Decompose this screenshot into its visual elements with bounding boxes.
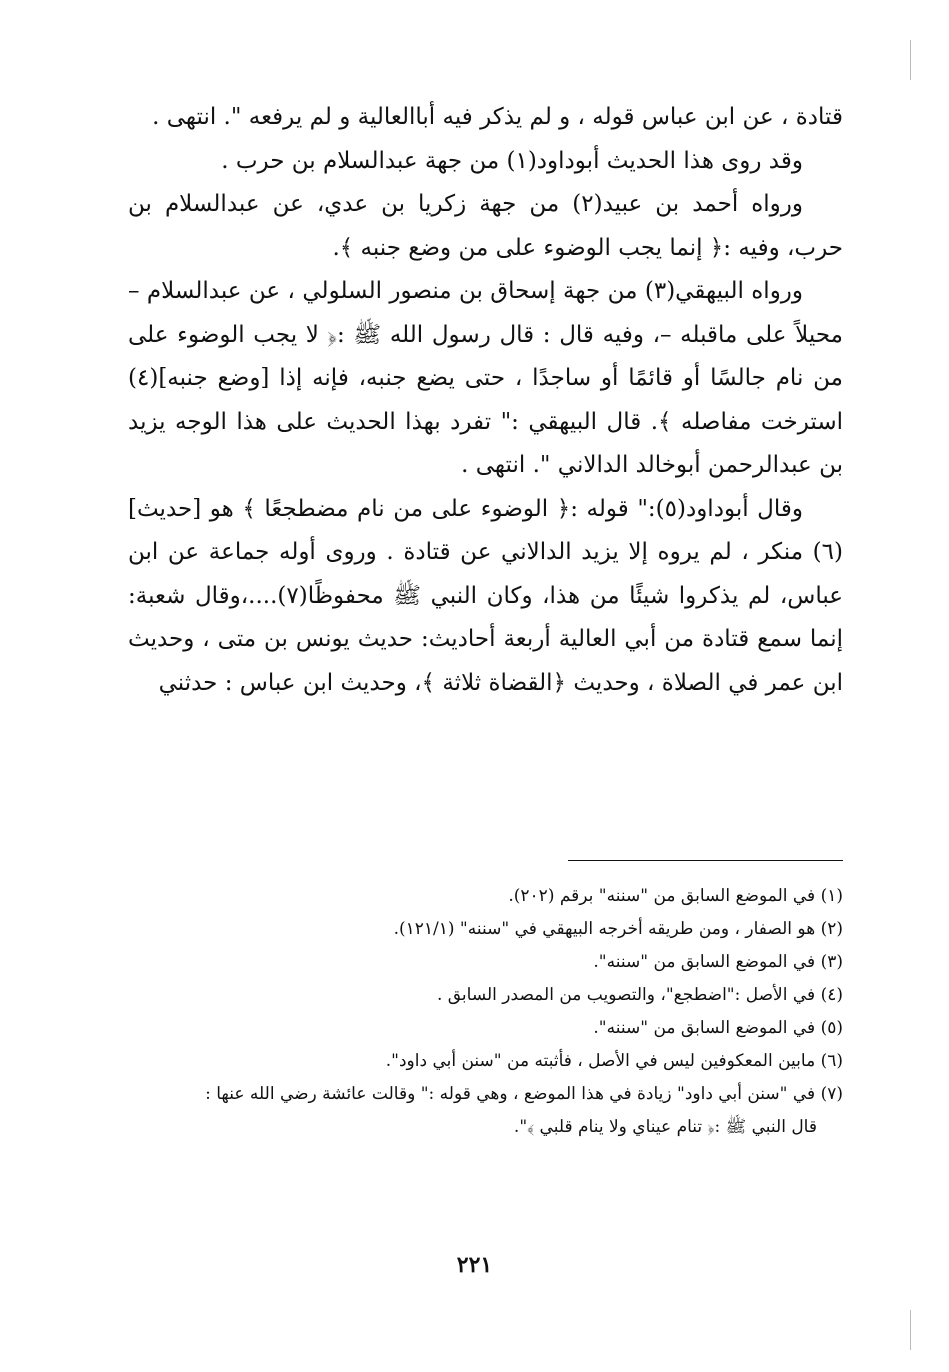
- footnotes: [100, 880, 843, 1144]
- paragraph: وقد روى هذا الحديث أبوداود(١) من جهة عبدالسلام بن حرب .: [221, 147, 803, 174]
- footnote-separator: [568, 860, 843, 861]
- footnote: (٢) هو الصفار ، ومن طريقه أخرجه البيهقي في "سننه" (١٢١/١).: [393, 919, 843, 939]
- paragraph: ورواه أحمد بن عبيد(٢) من جهة زكريا بن عدي، عن عبدالسلام بن حرب، وفيه :﴿ إنما يجب الوضوء على من وضع جنبه ﴾.: [128, 191, 843, 261]
- paragraph: ورواه البيهقي(٣) من جهة إسحاق بن منصور السلولي ، عن عبدالسلام – محيلاً على ماقبله –، وفيه قال : قال رسول الله ﷺ :﴿ لا يجب الوضوء على من نام جالسًا أو قائمًا أو ساجدًا ، حتى يضع جنبه، فإنه إذا [وضع جنبه](٤) استرخت مفاصله ﴾. قال البيهقي :" تفرد بهذا الحديث على هذا الوجه يزيد بن عبدالرحمن أبوخالد الدالاني ". انتهى .: [128, 278, 843, 478]
- footnote: (٤) في الأصل :"اضطجع"، والتصويب من المصدر السابق .: [436, 985, 843, 1005]
- scan-edge-mark: [910, 1310, 911, 1350]
- paragraph: قتادة ، عن ابن عباس قوله ، و لم يذكر فيه أباالعالية و لم يرفعه ". انتهى .: [152, 104, 843, 130]
- footnote: (٦) مابين المعكوفين ليس في الأصل ، فأثبته من "سنن أبي داود".: [385, 1051, 843, 1071]
- paragraph: وقال أبوداود(٥):" قوله :﴿ الوضوء على من نام مضطجعًا ﴾ هو [حديث](٦) منكر ، لم يروه إلا يزيد الدالاني عن قتادة . وروى أوله جماعة عن ابن عباس، لم يذكروا شيئًا من هذا، وكان النبي ﷺ محفوظًا(٧)....،وقال شعبة: إنما سمع قتادة من أبي العالية أربعة أحاديث: حديث يونس بن متى ، وحديث ابن عمر في الصلاة ، وحديث ﴿القضاة ثلاثة ﴾، وحديث ابن عباس : حدثني: [128, 495, 843, 696]
- footnote: (٥) في الموضع السابق من "سننه".: [593, 1018, 843, 1038]
- main-text: [128, 96, 843, 705]
- footnote-continuation: قال النبي ﷺ :﴿ تنام عيناي ولا ينام قلبي ﴾".: [513, 1117, 817, 1137]
- footnote: (٧) في "سنن أبي داود" زيادة في هذا الموضع ، وهي قوله :" وقالت عائشة رضي الله عنها :: [205, 1084, 843, 1104]
- page-number: ٢٢١: [456, 1252, 493, 1278]
- scan-edge-mark: [910, 40, 911, 80]
- footnote: (١) في الموضع السابق من "سننه" برقم (٢٠٢).: [508, 886, 843, 906]
- footnote: (٣) في الموضع السابق من "سننه".: [593, 952, 843, 972]
